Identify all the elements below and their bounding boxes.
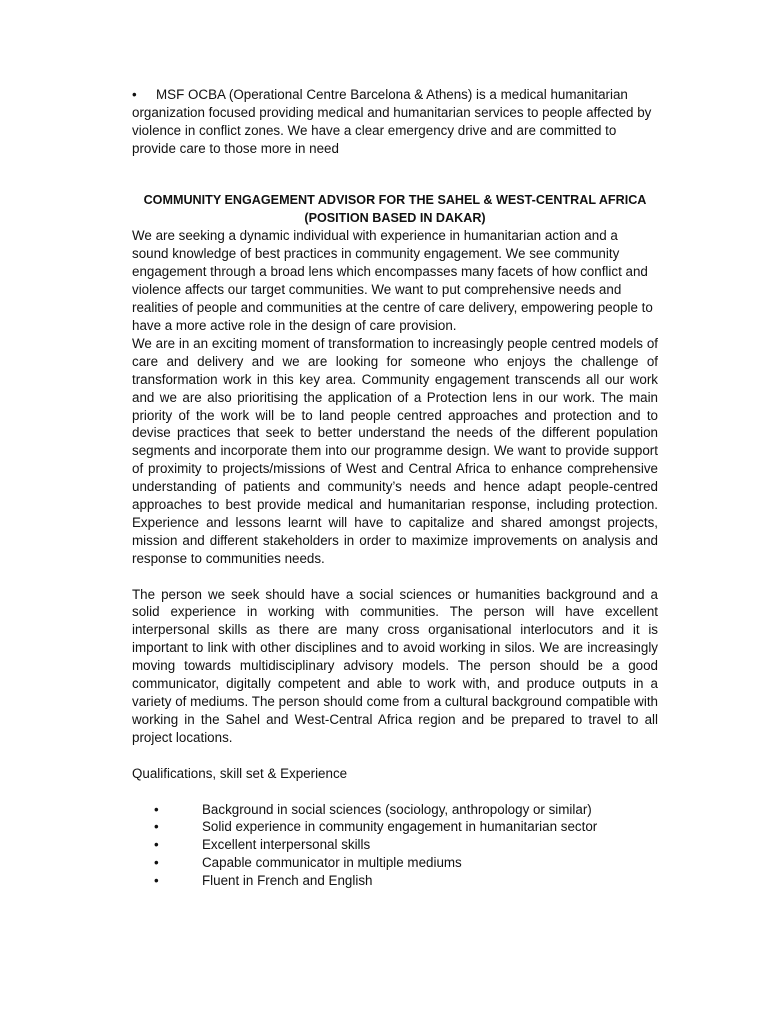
- bullet-icon: •: [154, 855, 159, 871]
- job-location-line: (POSITION BASED IN DAKAR): [304, 210, 486, 225]
- job-title-line: COMMUNITY ENGAGEMENT ADVISOR FOR THE SAHEL & WEST-CENTRAL AFRICA: [143, 192, 647, 207]
- list-item-text: Excellent interpersonal skills: [202, 837, 371, 853]
- spacer: [132, 568, 658, 586]
- list-item-text: Solid experience in community engagement in humanitarian sector: [202, 819, 598, 835]
- intro-section: [132, 86, 658, 158]
- bullet-icon: •: [154, 801, 159, 817]
- job-title: [132, 192, 658, 228]
- bullet-icon: •: [154, 819, 159, 835]
- list-item-text: Capable communicator in multiple mediums: [202, 855, 462, 871]
- paragraph-transformation: We are in an exciting moment of transformation to increasingly people centred models of care and delivery and we are looking for someone who enjoys the challenge of transformation work in this key area. Community engagement transcends all our work and we are also prioritising the application of a Protection lens in our work. The main priority of the work will be to land people centred approaches and protection and to devise practices that seek to better understand the needs of the different population segments and incorporate them into our programme design. We want to provide support of proximity to projects/missions of West and Central Africa to enhance comprehensive understanding of patients and community’s needs and hence adapt people-centred approaches to best provide medical and humanitarian response, including protection. Experience and lessons learnt will have to capitalize and shared amongst projects, mission and different stakeholders in order to maximize improvements on analysis and response to communities needs.: [132, 335, 658, 566]
- list-item-text: Fluent in French and English: [202, 873, 373, 889]
- list-item: [132, 872, 658, 890]
- list-item: [132, 801, 658, 819]
- qualifications-list: [132, 801, 658, 891]
- list-item: [132, 836, 658, 854]
- bullet-icon: •: [132, 87, 137, 102]
- spacer: [132, 747, 658, 765]
- list-item: [132, 818, 658, 836]
- qualifications-heading: Qualifications, skill set & Experience: [132, 765, 348, 781]
- list-item: [132, 854, 658, 872]
- paragraph-overview: We are seeking a dynamic individual with experience in humanitarian action and a sound knowledge of best practices in community engagement. We see community engagement through a broad lens which encompasses many facets of how conflict and violence affects our target communities. We want to put comprehensive needs and realities of people and communities at the centre of care delivery, empowering people to have a more active role in the design of care provision.: [132, 228, 653, 333]
- document-body: [132, 86, 658, 890]
- list-item-text: Background in social sciences (sociology, anthropology or similar): [202, 801, 592, 817]
- intro-text: MSF OCBA (Operational Centre Barcelona & Athens) is a medical humanitarian organization focused providing medical and humanitarian services to people affected by violence in conflict zones. We have a clear emergency drive and are committed to provide care to those more in need: [132, 87, 652, 156]
- bullet-icon: •: [154, 873, 159, 889]
- paragraph-candidate-profile: The person we seek should have a social sciences or humanities background and a solid experience in working with communities. The person will have excellent interpersonal skills as there are many cross organisational interlocutors and it is important to link with other disciplines and to avoid working in silos. We are increasingly moving towards multidisciplinary advisory models. The person should be a good communicator, digitally competent and able to work with, and produce outputs in a variety of mediums. The person should come from a cultural background compatible with working in the Sahel and West-Central Africa region and be prepared to travel to all project locations.: [132, 586, 658, 745]
- bullet-icon: •: [154, 837, 159, 853]
